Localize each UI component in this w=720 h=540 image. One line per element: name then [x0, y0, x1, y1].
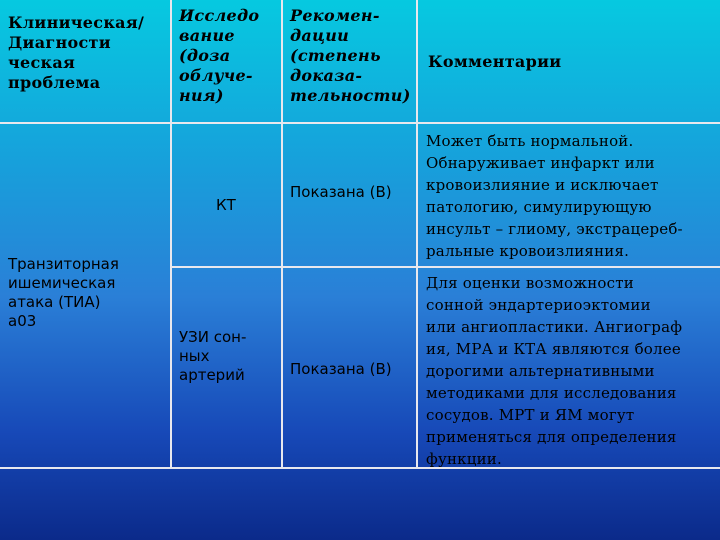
header-problem: Клиническая/ Диагности ческая проблема — [8, 13, 145, 92]
row1-recommendation: Показана (В) — [290, 183, 392, 201]
grid-vline-3 — [416, 0, 418, 467]
row2-study: УЗИ сон- ных артерий — [179, 328, 247, 384]
header-study: Исследо вание (доза облуче- ния) — [179, 6, 260, 105]
row-problem: Транзиторная ишемическая атака (ТИА) а03 — [8, 255, 119, 330]
grid-hline-header — [0, 122, 720, 124]
row1-comment: Может быть нормальной. Обнаруживает инфаркт или кровоизлияние и исключает патологию, симулирующую инсульт – глиому, экстрацереб- ральные кровоизлияния. — [426, 132, 683, 260]
grid-vline-1 — [170, 0, 172, 467]
grid-hline-row1 — [170, 266, 720, 268]
row1-study: КТ — [216, 196, 236, 214]
row2-recommendation: Показана (В) — [290, 360, 392, 378]
grid-vline-2 — [281, 0, 283, 467]
header-comments: Комментарии — [428, 52, 562, 71]
header-recommendations: Рекомен- дации (степень доказа- тельности) — [290, 6, 411, 105]
row2-comment: Для оценки возможности сонной эндартериоэктомии или ангиопластики. Ангиограф ия, МРА и КТА являются более дорогими альтернативными методиками для исследования сосудов. МРТ и ЯМ могут применяться для определения функции. — [426, 274, 683, 468]
